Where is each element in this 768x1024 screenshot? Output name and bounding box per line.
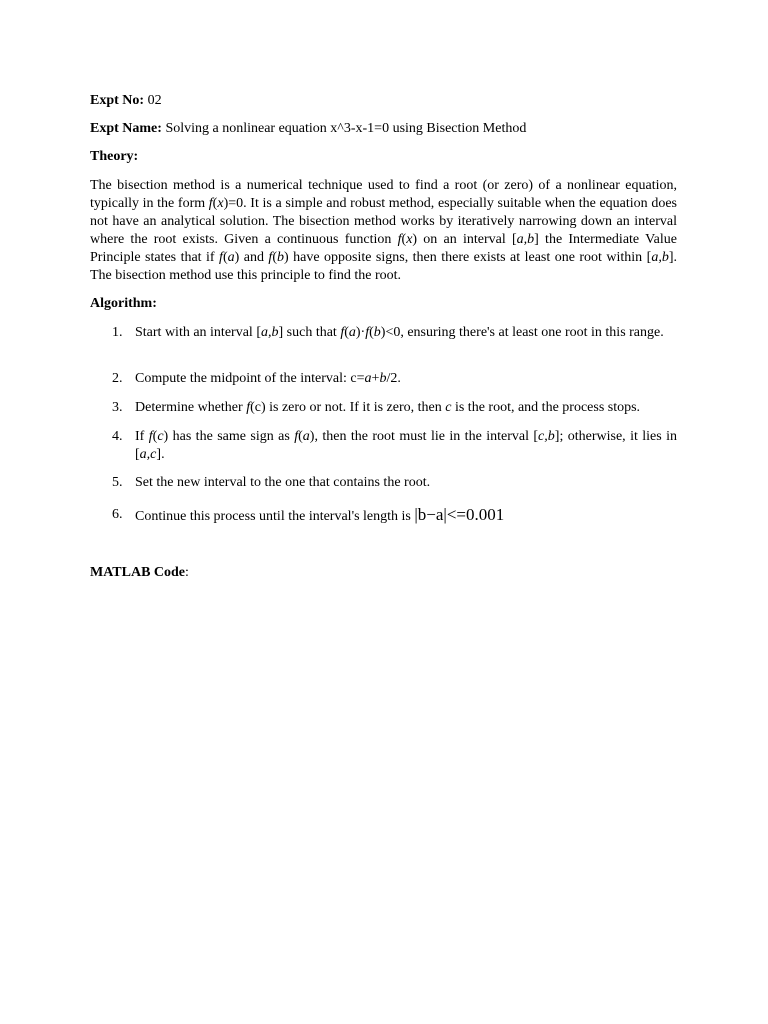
theory-text: the Intermediate Value Principle states that if <box>90 232 677 265</box>
theory-text: and <box>239 250 269 265</box>
list-item <box>90 474 677 492</box>
list-number: 3. <box>112 400 123 415</box>
step-text: Determine whether <box>135 400 247 415</box>
step-text: is the root, and the process stops. <box>451 400 641 415</box>
math-f: f <box>340 325 345 340</box>
math-interval: a,b <box>260 325 279 340</box>
math-x: x <box>406 232 413 247</box>
step-text: /2. <box>386 371 401 386</box>
step-text: . <box>161 447 165 462</box>
expt-no-value: 02 <box>147 93 162 108</box>
math-eq: = <box>356 371 365 386</box>
matlab-code-colon: : <box>185 565 189 580</box>
expt-name-label: Expt Name: <box>90 121 162 136</box>
math-fc: (c) <box>250 400 266 415</box>
math-expression: |b−a|<=0.001 <box>414 505 505 524</box>
math-plus: + <box>371 371 380 386</box>
matlab-code-label-line <box>90 564 677 582</box>
step-text: ; otherwise, it lies in <box>559 429 678 444</box>
list-number: 6. <box>112 507 123 522</box>
list-item: 4. If f(c) has the same sign as f(a), then the root must lie in the interval [c,b]; otherwise, it lies in [a,c]. <box>112 429 678 462</box>
math-a: a <box>302 429 310 444</box>
step-text: is zero or not. If it is zero, then <box>265 400 446 415</box>
list-item: 1. Start with an interval [a,b] such that f(a)·f(b)<0, ensuring there's at least one root in this range. <box>112 325 664 340</box>
theory-text: =0. It is a simple and robust method, especially suitable when the equation does not have an analytical solution. The bisection method works by iteratively narrowing down an interval where the root exists. Given a continuous function <box>90 196 677 247</box>
expt-no-label: Expt No: <box>90 93 145 108</box>
step-text: Start with an interval <box>135 325 257 340</box>
step-text: Continue this process until the interval's length is <box>135 509 415 524</box>
math-f: f <box>208 196 213 211</box>
math-f: f <box>148 429 153 444</box>
math-f: f <box>246 400 251 415</box>
list-item <box>90 506 677 526</box>
math-interval: a,b <box>651 250 669 265</box>
math-c: c <box>350 371 357 386</box>
step-text: Compute the midpoint of the interval: <box>135 371 351 386</box>
math-c: c <box>445 400 452 415</box>
algorithm-heading: Algorithm: <box>90 296 157 311</box>
math-b: b <box>379 371 387 386</box>
math-a: a <box>348 325 356 340</box>
step-text: , then the root must lie in the interval <box>314 429 534 444</box>
step-text: such that <box>283 325 341 340</box>
list-number: 4. <box>112 429 123 444</box>
math-interval: a,b <box>516 232 535 247</box>
math-x: x <box>217 196 224 211</box>
step-text: has the same sign as <box>168 429 295 444</box>
math-a: a <box>227 250 235 265</box>
theory-paragraph: The bisection method is a numerical technique used to find a root (or zero) of a nonlinear equation, typically in the form f(x)=0. It is a simple and robust method, especially suitable when the equation does not have an analytical solution. The bisection method works by iteratively narrowing down an interval where the root exists. Given a continuous function f(x) on an interval [a,b] the Intermediate Value Principle states that if f(a) and f(b) have opposite signs, then there exists at least one root within [a,b]. The bisection method use this principle to find the root. <box>90 178 677 283</box>
math-a: a <box>364 371 372 386</box>
math-b: b <box>373 325 381 340</box>
step-text: Set the new interval to the one that contains the root. <box>135 475 431 490</box>
theory-text: The bisection method is a numerical technique used to find a root (or zero) of a nonlinear equation, typically in the form <box>90 178 677 211</box>
math-c: c <box>157 429 164 444</box>
list-number: 2. <box>112 371 123 386</box>
math-f: f <box>219 250 223 265</box>
step-text: <0, ensuring there's at least one root in this range. <box>385 325 664 340</box>
theory-text: on an interval <box>417 232 512 247</box>
matlab-code-label: MATLAB Code <box>90 565 186 580</box>
math-f: f <box>294 429 299 444</box>
list-number: 5. <box>112 475 123 490</box>
math-b: b <box>276 250 284 265</box>
math-interval: a,c <box>139 447 157 462</box>
math-f: f <box>365 325 370 340</box>
math-f: f <box>397 232 402 247</box>
list-number: 1. <box>112 325 123 340</box>
expt-name-value: Solving a nonlinear equation x^3-x-1=0 using Bisection Method <box>165 121 527 136</box>
theory-text: have opposite signs, then there exists at least one root within <box>288 250 647 265</box>
list-item <box>90 370 677 388</box>
math-f: f <box>268 250 273 265</box>
math-interval: c,b <box>538 429 555 444</box>
list-item <box>90 399 677 417</box>
step-text: If <box>135 429 149 444</box>
theory-text: . The bisection method use this principle to find the root. <box>90 250 677 283</box>
expt-no-line <box>90 92 677 110</box>
expt-name-line <box>90 120 677 138</box>
theory-heading: Theory: <box>90 149 139 164</box>
